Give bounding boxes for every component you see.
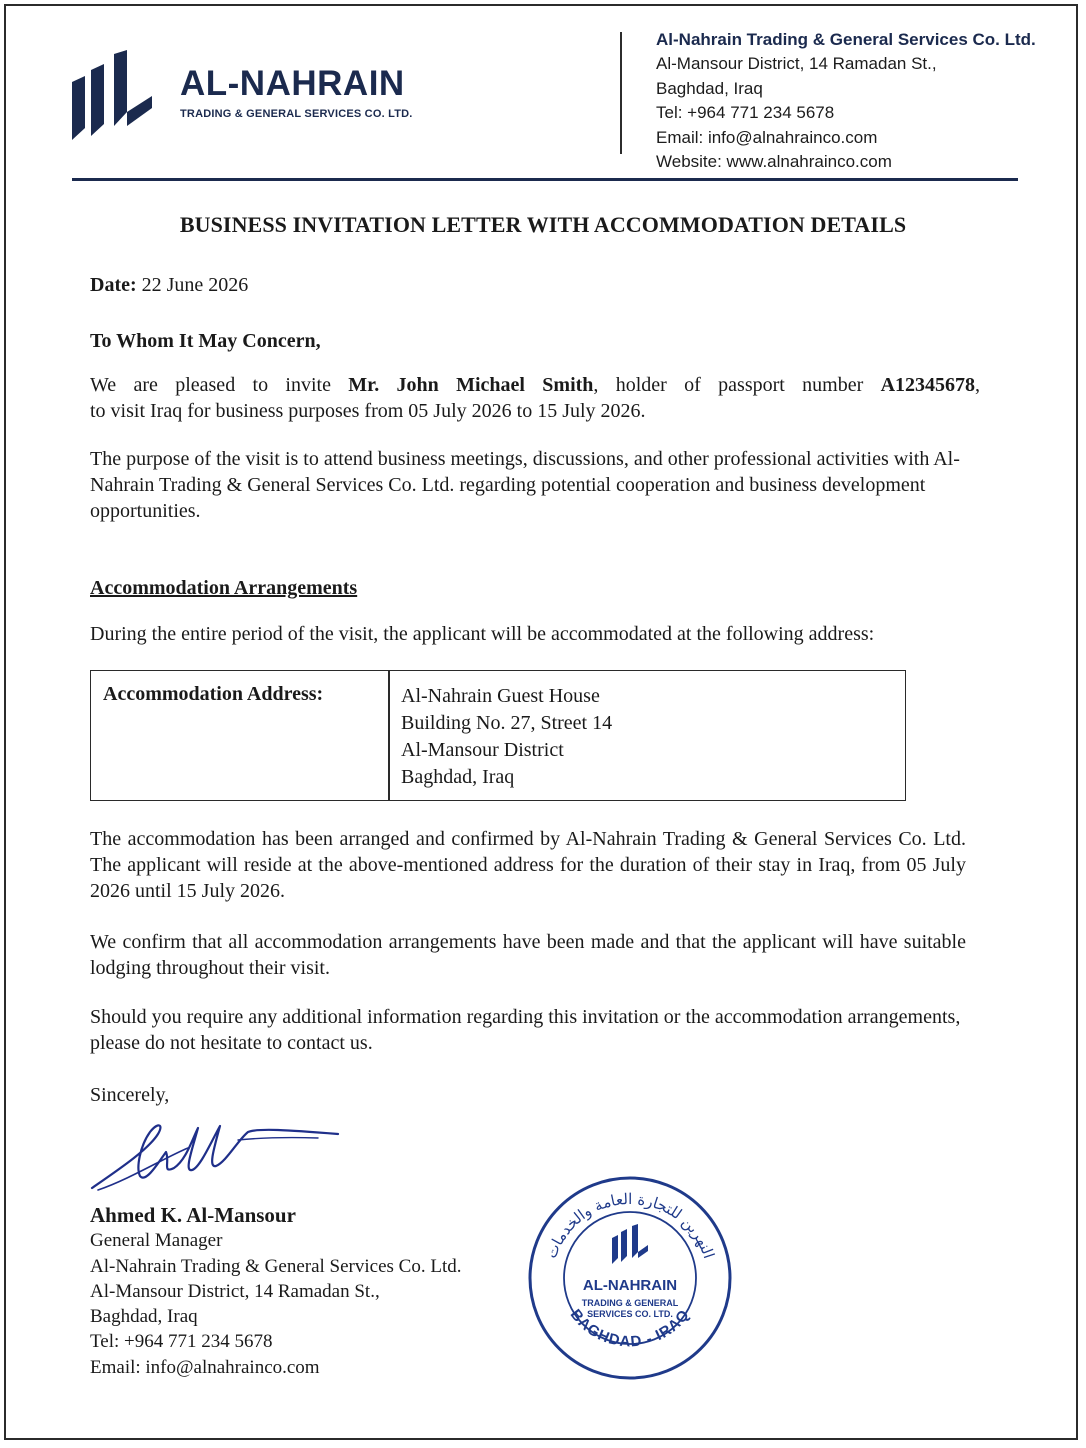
signatory-name: Ahmed K. Al-Mansour bbox=[90, 1203, 296, 1227]
invitation-text-c: , bbox=[975, 374, 981, 396]
letter-title: BUSINESS INVITATION LETTER WITH ACCOMMODATION DETAILS bbox=[179, 212, 907, 237]
company-stamp bbox=[520, 1170, 740, 1380]
accommodation-heading: Accommodation Arrangements bbox=[90, 577, 358, 599]
accommodation-address-value bbox=[401, 683, 612, 791]
invitation-text-b: , holder of passport number bbox=[593, 374, 881, 396]
signatory-company: Al-Nahrain Trading & General Services Co. Ltd. bbox=[90, 1255, 462, 1277]
date-value: 22 June 2026 bbox=[141, 274, 249, 296]
address-line: Al-Mansour District bbox=[401, 739, 564, 761]
paragraph-accommodation-intro: During the entire period of the visit, the applicant will be accommodated at the following address: bbox=[90, 623, 875, 645]
signatory-title: General Manager bbox=[90, 1230, 223, 1252]
address-line: Al-Nahrain Guest House bbox=[401, 685, 600, 707]
svg-text:BAGHDAD - IRAQ: BAGHDAD - IRAQ bbox=[566, 1306, 694, 1351]
stamp-sub1: TRADING & GENERAL bbox=[581, 1298, 679, 1308]
invitation-line2: to visit Iraq for business purposes from 05 July 2026 to 15 July 2026. bbox=[90, 400, 646, 422]
company-logo-icon bbox=[72, 50, 156, 142]
accommodation-address-label: Accommodation Address: bbox=[103, 683, 324, 705]
invitation-text-a: We are pleased to invite bbox=[90, 374, 349, 396]
signatory-tel: Tel: +964 771 234 5678 bbox=[90, 1331, 273, 1353]
header-rule bbox=[72, 178, 1018, 181]
handwritten-signature bbox=[88, 1110, 348, 1205]
paragraph-contact: Should you require any additional information regarding this invitation or the accommodation arrangements, please do not hesitate to contact us. bbox=[90, 1006, 961, 1054]
signatory-address-line1: Al-Mansour District, 14 Ramadan St., bbox=[90, 1280, 380, 1302]
signatory-address-line2: Baghdad, Iraq bbox=[90, 1306, 198, 1328]
paragraph-invitation bbox=[90, 372, 980, 424]
header-address-line1: Al-Mansour District, 14 Ramadan St., bbox=[656, 54, 937, 74]
logo-tagline: TRADING & GENERAL SERVICES CO. LTD. bbox=[180, 108, 413, 120]
header-address-line2: Baghdad, Iraq bbox=[656, 78, 763, 98]
header-email: Email: info@alnahrainco.com bbox=[656, 127, 878, 147]
stamp-logo-icon bbox=[612, 1224, 648, 1264]
address-line: Baghdad, Iraq bbox=[401, 766, 515, 788]
invitee-name: Mr. John Michael Smith bbox=[348, 374, 594, 396]
svg-text:النهرين للتجارة العامة والخدما: النهرين للتجارة العامة والخدمات bbox=[542, 1189, 718, 1261]
paragraph-lodging: We confirm that all accommodation arrangements have been made and that the applicant will have suitable lodging throughout their visit. bbox=[90, 931, 966, 979]
closing: Sincerely, bbox=[90, 1084, 170, 1106]
header-website: Website: www.alnahrainco.com bbox=[656, 152, 892, 172]
signatory-email: Email: info@alnahrainco.com bbox=[90, 1356, 320, 1378]
invitation-line1 bbox=[90, 372, 980, 398]
header-contact-block bbox=[656, 28, 1036, 174]
stamp-name: AL-NAHRAIN bbox=[582, 1277, 678, 1294]
table-divider bbox=[388, 671, 390, 800]
date-label: Date: bbox=[90, 274, 137, 296]
letter-date bbox=[90, 272, 970, 298]
signatory-block bbox=[90, 1203, 461, 1380]
header-divider bbox=[620, 32, 622, 154]
accommodation-table bbox=[90, 670, 906, 801]
header-company-name: Al-Nahrain Trading & General Services Co. Ltd. bbox=[656, 30, 1036, 49]
paragraph-confirmation: The accommodation has been arranged and confirmed by Al-Nahrain Trading & General Services Co. Ltd. The applicant will reside at the above-mentioned address for the duration of their stay in Iraq, from 05 July 2026 until 15 July 2026. bbox=[90, 828, 966, 902]
salutation: To Whom It May Concern, bbox=[90, 330, 321, 352]
logo-wordmark: AL-NAHRAIN bbox=[180, 64, 405, 103]
header-tel: Tel: +964 771 234 5678 bbox=[656, 103, 835, 123]
paragraph-purpose: The purpose of the visit is to attend business meetings, discussions, and other professional activities with Al-Nahrain Trading & General Services Co. Ltd. regarding potential cooperation and business development opportunities. bbox=[90, 448, 960, 522]
address-line: Building No. 27, Street 14 bbox=[401, 712, 613, 734]
passport-number: A12345678 bbox=[880, 374, 976, 396]
stamp-sub2: SERVICES CO. LTD. bbox=[587, 1309, 673, 1319]
